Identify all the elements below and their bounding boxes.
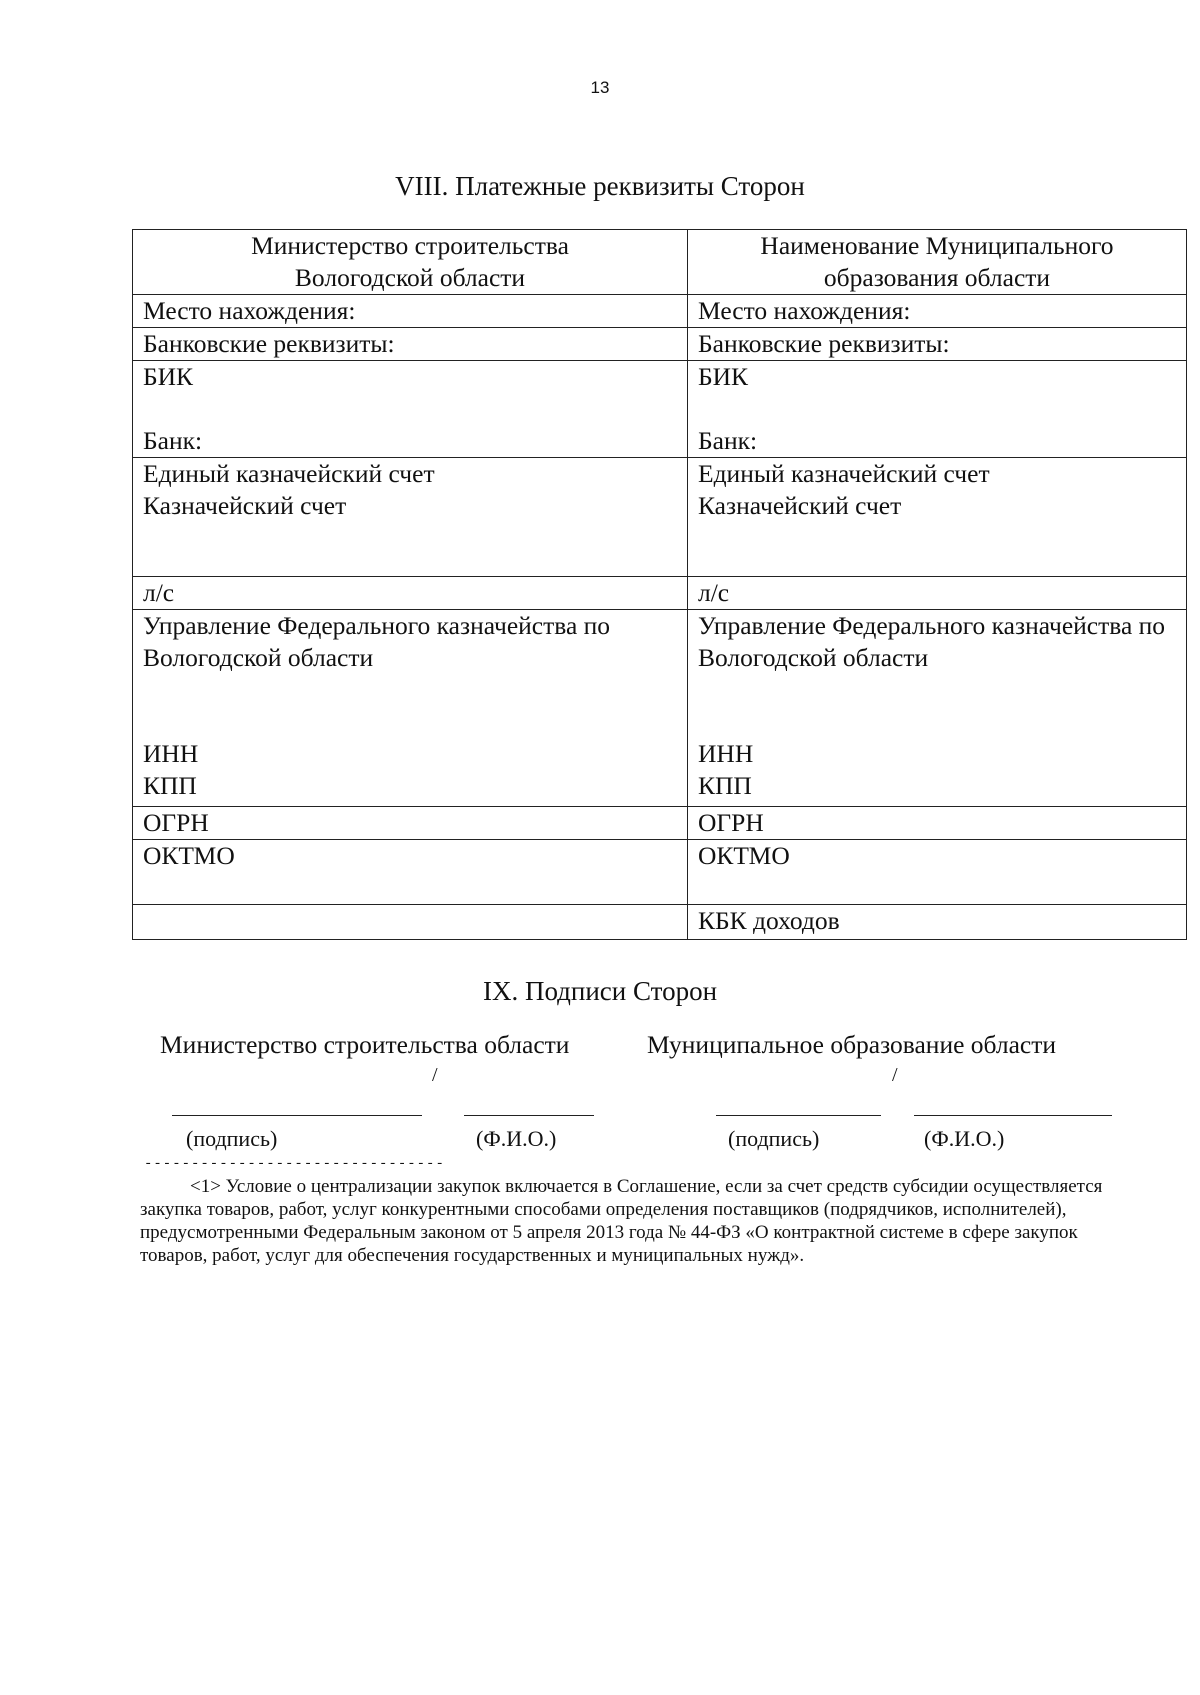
- left-kpp: КПП: [143, 771, 197, 800]
- section-title-signatures: IX. Подписи Сторон: [482, 976, 718, 1006]
- left-ls: л/с: [133, 577, 688, 610]
- table-row: [133, 458, 1187, 577]
- left-bank: Банк:: [143, 426, 203, 455]
- right-kbk: КБК доходов: [688, 905, 1187, 940]
- right-accounts: [688, 458, 1187, 577]
- left-signature-line: [172, 1115, 422, 1116]
- right-single-treasury-account: Единый казначейский счет: [698, 459, 990, 488]
- left-kbk: [133, 905, 688, 940]
- left-inn: ИНН: [143, 739, 199, 768]
- right-signatory-org: Муниципальное образование области: [647, 1030, 1057, 1059]
- right-header-line1: Наименование Муниципального: [760, 231, 1114, 260]
- right-ogrn: ОГРН: [688, 807, 1187, 840]
- left-bank-details: Банковские реквизиты:: [133, 328, 688, 361]
- payment-details-table: [132, 229, 1187, 940]
- right-bank: Банк:: [698, 426, 758, 455]
- right-signature-caption: (подпись): [728, 1126, 820, 1151]
- left-ogrn: ОГРН: [133, 807, 688, 840]
- right-signature-line: [716, 1115, 881, 1116]
- table-row: [133, 328, 1187, 361]
- left-bik: БИК: [143, 362, 194, 391]
- right-ufk: Управление Федерального казначейства по Вологодской области: [698, 611, 1166, 672]
- left-ufk: Управление Федерального казначейства по Вологодской области: [143, 611, 611, 672]
- right-slash: /: [892, 1064, 898, 1086]
- right-oktmo: ОКТМО: [688, 840, 1187, 905]
- left-ufk-inn-kpp: [133, 610, 688, 807]
- left-accounts: [133, 458, 688, 577]
- right-bik: БИК: [698, 362, 749, 391]
- left-treasury-account: Казначейский счет: [143, 491, 347, 520]
- right-party-header: [688, 230, 1187, 295]
- right-treasury-account: Казначейский счет: [698, 491, 902, 520]
- left-name-line: [464, 1115, 594, 1116]
- right-ls: л/с: [688, 577, 1187, 610]
- left-name-caption: (Ф.И.О.): [476, 1126, 557, 1151]
- left-slash: /: [432, 1064, 438, 1086]
- table-row: [133, 905, 1187, 940]
- page-number: 13: [590, 78, 610, 97]
- left-header-line2: Вологодской области: [294, 263, 526, 292]
- left-bik-bank: [133, 361, 688, 458]
- left-single-treasury-account: Единый казначейский счет: [143, 459, 435, 488]
- right-bik-bank: [688, 361, 1187, 458]
- left-party-header: [133, 230, 688, 295]
- table-row: [133, 295, 1187, 328]
- table-row: [133, 840, 1187, 905]
- table-row: [133, 361, 1187, 458]
- footnote-text: <1> Условие о централизации закупок включается в Соглашение, если за счет средств субсидии осуществляется закупка товаров, работ, услуг конкурентными способами определения поставщиков (подрядчиков, исполнителей), предусмотренными Федеральным законом от 5 апреля 2013 года № 44-ФЗ «О контрактной системе в сфере закупок товаров, работ, услуг для обеспечения государственных и муниципальных нужд».: [140, 1176, 1103, 1266]
- footnote: [140, 1175, 1140, 1267]
- right-ufk-inn-kpp: [688, 610, 1187, 807]
- right-location: Место нахождения:: [688, 295, 1187, 328]
- footnote-separator: --------------------------------: [144, 1156, 445, 1172]
- section-title-payment-details: VIII. Платежные реквизиты Сторон: [395, 171, 805, 201]
- table-row: [133, 230, 1187, 295]
- left-oktmo: ОКТМО: [133, 840, 688, 905]
- left-header-line1: Министерство строительства: [251, 231, 569, 260]
- table-row: [133, 807, 1187, 840]
- right-header-line2: образования области: [823, 263, 1051, 292]
- right-name-caption: (Ф.И.О.): [924, 1126, 1005, 1151]
- right-inn: ИНН: [698, 739, 754, 768]
- right-bank-details: Банковские реквизиты:: [688, 328, 1187, 361]
- right-name-line: [914, 1115, 1112, 1116]
- table-row: [133, 577, 1187, 610]
- left-location: Место нахождения:: [133, 295, 688, 328]
- left-signatory-org: Министерство строительства области: [160, 1030, 570, 1059]
- left-signature-caption: (подпись): [186, 1126, 278, 1151]
- right-kpp: КПП: [698, 771, 752, 800]
- table-row: [133, 610, 1187, 807]
